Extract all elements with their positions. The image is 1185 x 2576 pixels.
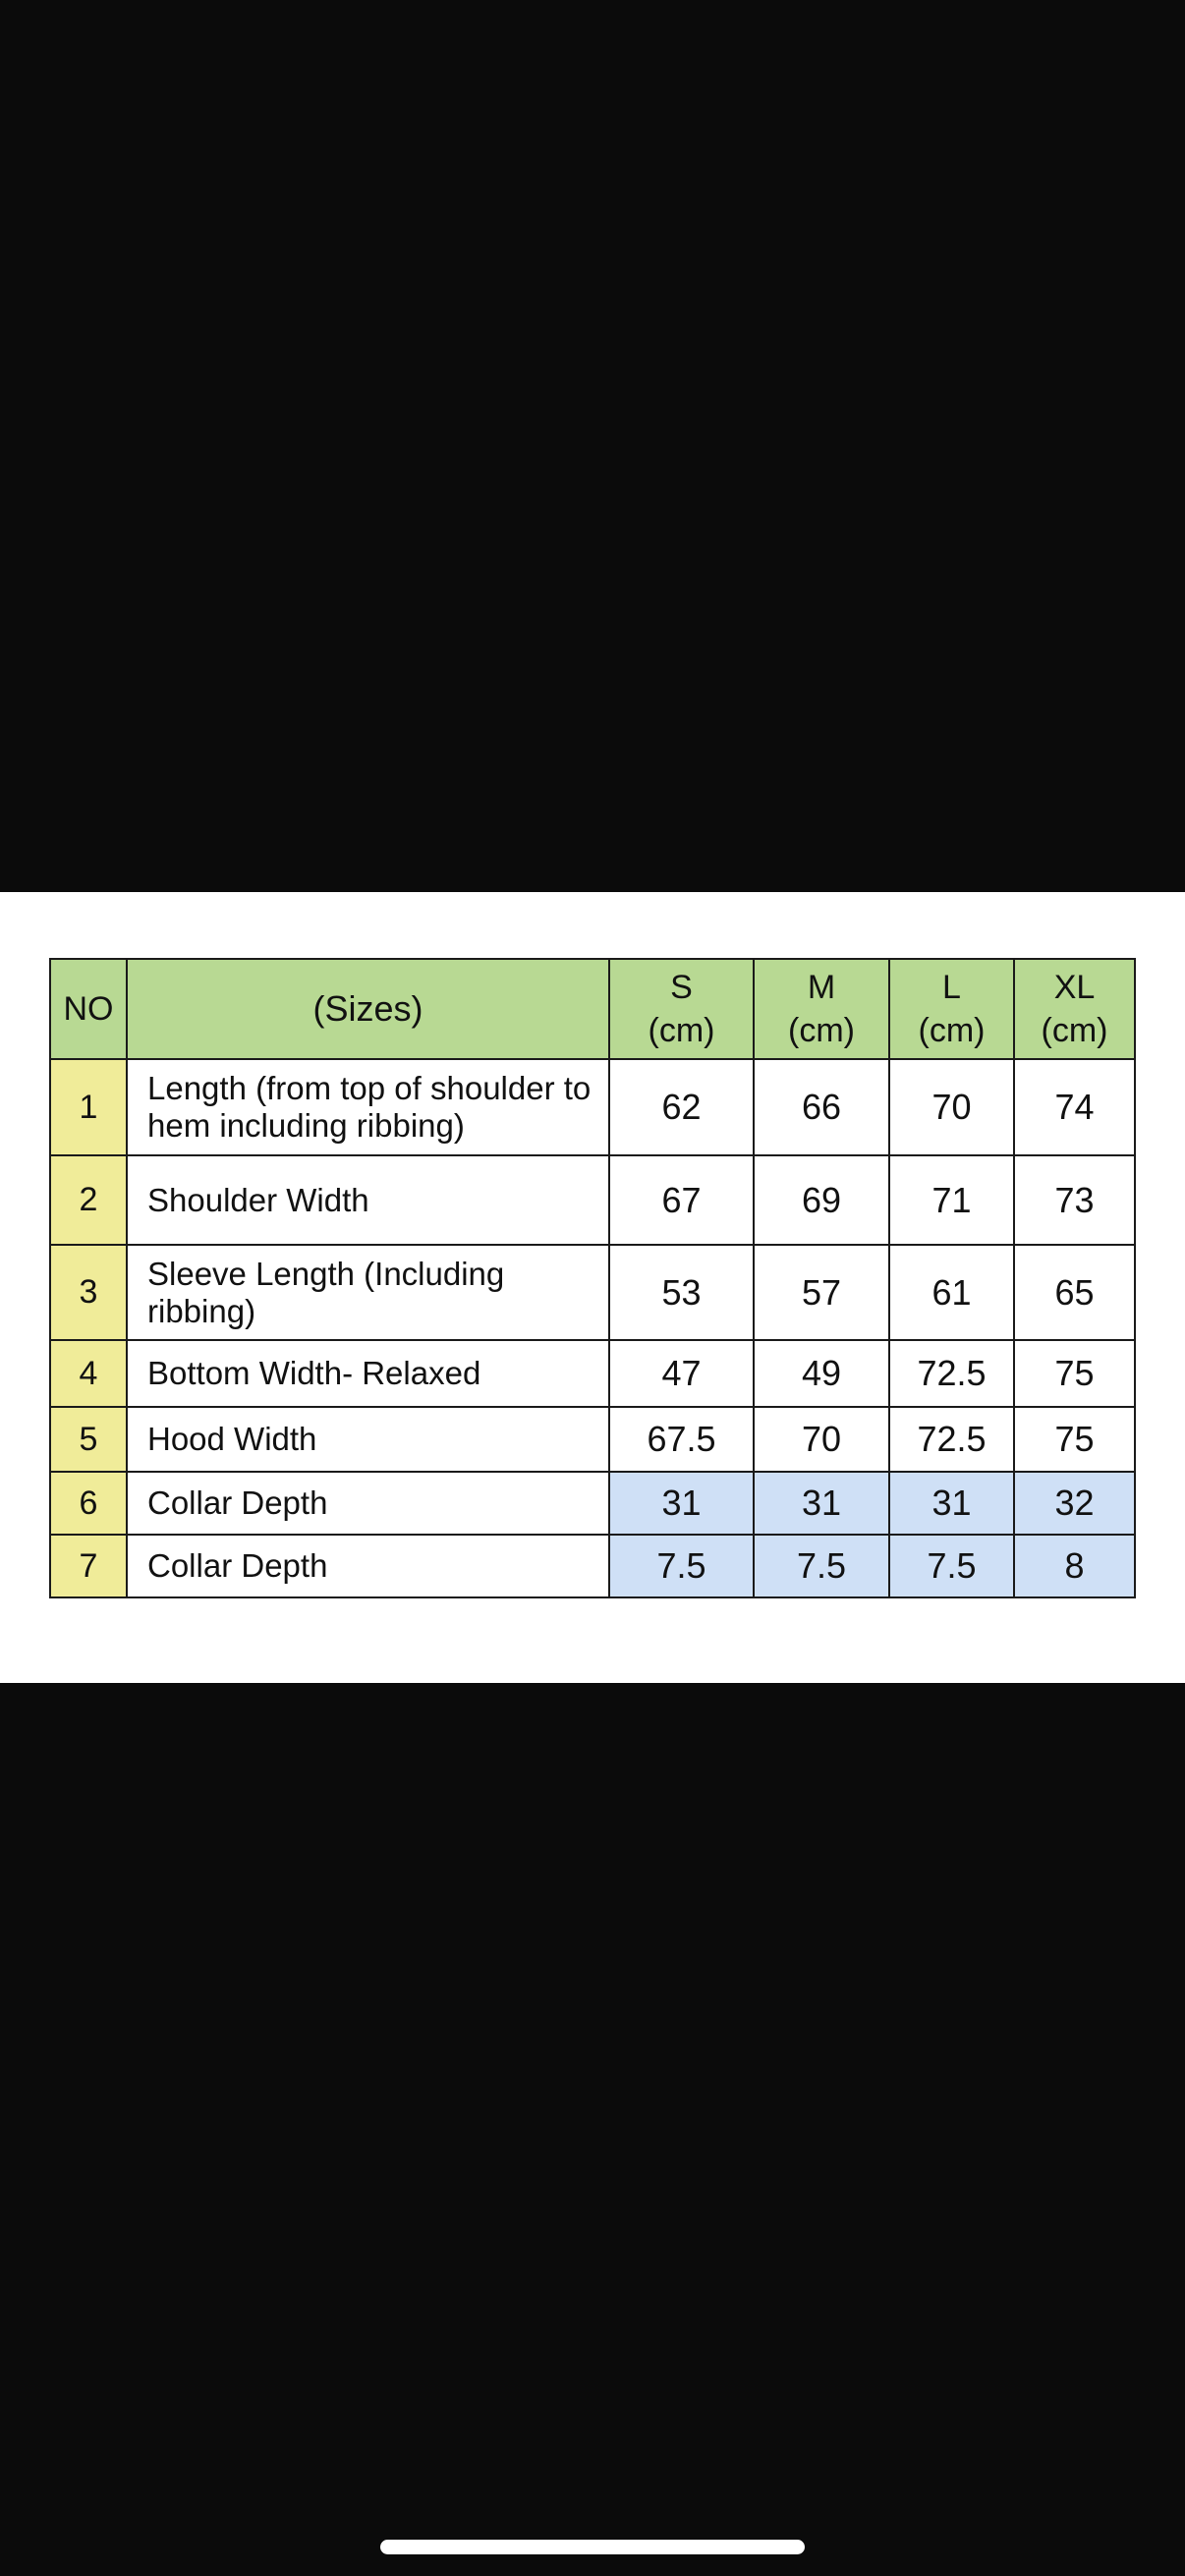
value-m: 66 bbox=[754, 1059, 889, 1155]
row-number: 3 bbox=[50, 1245, 127, 1340]
table-row bbox=[50, 1407, 1135, 1472]
value-s: 53 bbox=[609, 1245, 754, 1340]
home-indicator[interactable] bbox=[380, 2540, 805, 2554]
header-no: NO bbox=[50, 959, 127, 1059]
measurement-name: Sleeve Length (Including ribbing) bbox=[127, 1245, 609, 1340]
value-l: 70 bbox=[889, 1059, 1014, 1155]
size-label: XL bbox=[1053, 969, 1096, 1006]
value-s: 7.5 bbox=[609, 1535, 754, 1597]
value-l: 7.5 bbox=[889, 1535, 1014, 1597]
header-size-l bbox=[889, 959, 1014, 1059]
value-l: 72.5 bbox=[889, 1340, 1014, 1407]
row-number: 1 bbox=[50, 1059, 127, 1155]
value-s: 67.5 bbox=[609, 1407, 754, 1472]
table-row bbox=[50, 1245, 1135, 1340]
value-xl: 75 bbox=[1014, 1407, 1135, 1472]
table-header-row bbox=[50, 959, 1135, 1059]
row-number: 4 bbox=[50, 1340, 127, 1407]
value-l: 61 bbox=[889, 1245, 1014, 1340]
value-xl: 74 bbox=[1014, 1059, 1135, 1155]
row-number: 2 bbox=[50, 1155, 127, 1245]
value-xl: 65 bbox=[1014, 1245, 1135, 1340]
value-xl: 75 bbox=[1014, 1340, 1135, 1407]
unit-label: (cm) bbox=[918, 1012, 986, 1049]
value-s: 67 bbox=[609, 1155, 754, 1245]
value-s: 62 bbox=[609, 1059, 754, 1155]
table-row bbox=[50, 1340, 1135, 1407]
value-l: 31 bbox=[889, 1472, 1014, 1535]
header-sizes: (Sizes) bbox=[127, 959, 609, 1059]
value-s: 31 bbox=[609, 1472, 754, 1535]
row-number: 5 bbox=[50, 1407, 127, 1472]
size-chart-table bbox=[49, 958, 1136, 1598]
value-xl: 8 bbox=[1014, 1535, 1135, 1597]
size-label: S bbox=[670, 969, 693, 1006]
measurement-name: Length (from top of shoulder to hem including ribbing) bbox=[127, 1059, 609, 1155]
header-size-m bbox=[754, 959, 889, 1059]
value-m: 70 bbox=[754, 1407, 889, 1472]
unit-label: (cm) bbox=[788, 1012, 855, 1049]
measurement-name: Collar Depth bbox=[127, 1535, 609, 1597]
value-xl: 32 bbox=[1014, 1472, 1135, 1535]
measurement-name: Shoulder Width bbox=[127, 1155, 609, 1245]
value-m: 31 bbox=[754, 1472, 889, 1535]
value-m: 49 bbox=[754, 1340, 889, 1407]
header-size-xl bbox=[1014, 959, 1135, 1059]
measurement-name: Collar Depth bbox=[127, 1472, 609, 1535]
value-s: 47 bbox=[609, 1340, 754, 1407]
row-number: 6 bbox=[50, 1472, 127, 1535]
value-xl: 73 bbox=[1014, 1155, 1135, 1245]
measurement-name: Bottom Width- Relaxed bbox=[127, 1340, 609, 1407]
measurement-name: Hood Width bbox=[127, 1407, 609, 1472]
value-m: 57 bbox=[754, 1245, 889, 1340]
size-label: L bbox=[942, 969, 961, 1006]
value-m: 7.5 bbox=[754, 1535, 889, 1597]
size-label: M bbox=[807, 969, 836, 1006]
value-l: 71 bbox=[889, 1155, 1014, 1245]
table-row bbox=[50, 1472, 1135, 1535]
unit-label: (cm) bbox=[1041, 1012, 1108, 1049]
row-number: 7 bbox=[50, 1535, 127, 1597]
header-size-s bbox=[609, 959, 754, 1059]
table-row bbox=[50, 1155, 1135, 1245]
value-l: 72.5 bbox=[889, 1407, 1014, 1472]
value-m: 69 bbox=[754, 1155, 889, 1245]
unit-label: (cm) bbox=[648, 1012, 715, 1049]
table-row bbox=[50, 1535, 1135, 1597]
table-row bbox=[50, 1059, 1135, 1155]
